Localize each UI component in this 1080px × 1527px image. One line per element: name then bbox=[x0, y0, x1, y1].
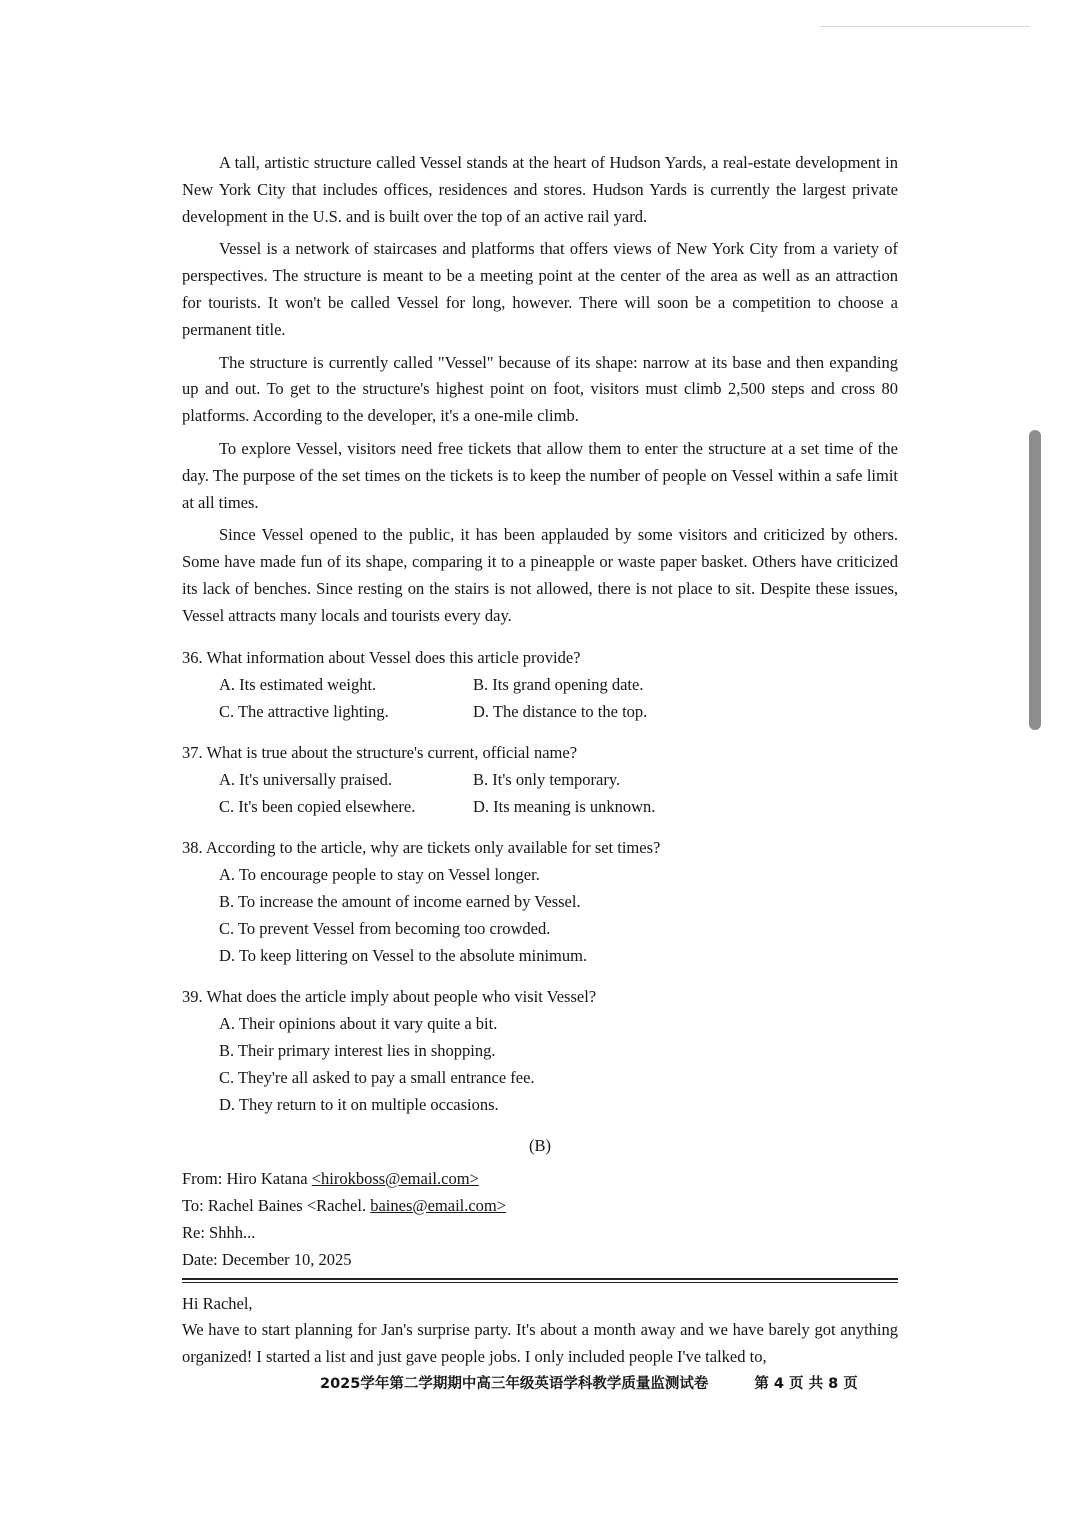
option-a: A. Their opinions about it vary quite a bit. bbox=[219, 1013, 498, 1033]
question-37 bbox=[182, 739, 898, 820]
question-stem: 39. What does the article imply about people who visit Vessel? bbox=[182, 986, 597, 1006]
option-list bbox=[219, 1010, 898, 1118]
option-a: A. Its estimated weight. bbox=[219, 674, 377, 694]
email-header bbox=[182, 1165, 898, 1273]
email-body bbox=[182, 1291, 898, 1371]
option-c: C. It's been copied elsewhere. bbox=[219, 796, 416, 816]
question-stem: 36. What information about Vessel does this article provide? bbox=[182, 647, 581, 667]
option-list bbox=[219, 861, 898, 969]
email-to-line bbox=[182, 1192, 898, 1219]
email-body-text: We have to start planning for Jan's surprise party. It's about a month away and we have barely got anything organized! I started a list and just gave people jobs. I only included people I've talked to, bbox=[182, 1320, 898, 1367]
scrollbar-thumb[interactable] bbox=[1029, 430, 1041, 730]
passage-paragraph: Vessel is a network of staircases and platforms that offers views of New York City from a variety of perspectives. The structure is meant to be a meeting point at the center of the area as well as an attraction for tourists. It won't be called Vessel for long, however. There will soon be a competition to choose a permanent title. bbox=[182, 239, 898, 339]
email-from-line bbox=[182, 1165, 898, 1192]
question-36 bbox=[182, 644, 898, 725]
passage-paragraph: The structure is currently called "Vessel" because of its shape: narrow at its base and then expanding up and out. To get to the structure's highest point on foot, visitors must climb 2,500 steps and cross 80 platforms. According to the developer, it's a one-mile climb. bbox=[182, 352, 898, 426]
option-d: D. Its meaning is unknown. bbox=[473, 796, 656, 816]
exam-title: 2025学年第二学期期中高三年级英语学科教学质量监测试卷 bbox=[320, 1376, 709, 1392]
email-to-prefix: To: Rachel Baines <Rachel. bbox=[182, 1195, 371, 1215]
email-from-prefix: From: Hiro Katana bbox=[182, 1168, 312, 1188]
question-stem: 38. According to the article, why are tickets only available for set times? bbox=[182, 837, 661, 857]
option-a: A. To encourage people to stay on Vessel longer. bbox=[219, 864, 540, 884]
option-c: C. The attractive lighting. bbox=[219, 701, 389, 721]
passage-paragraph: A tall, artistic structure called Vessel stands at the heart of Hudson Yards, a real-estate development in New York City that includes offices, residences and stores. Hudson Yards is currently the largest private development in the U.S. and is built over the top of an active rail yard. bbox=[182, 153, 898, 226]
passage-paragraph: Since Vessel opened to the public, it has been applauded by some visitors and criticized by others. Some have made fun of its shape, comparing it to a pineapple or waste paper basket. Others have criticized its lack of benches. Since resting on the stairs is not allowed, there is not place to sit. Despite these issues, Vessel attracts many locals and tourists every day. bbox=[182, 525, 898, 625]
option-b: B. To increase the amount of income earned by Vessel. bbox=[219, 891, 581, 911]
email-from-address: <hirokboss@email.com> bbox=[311, 1168, 479, 1188]
header-divider bbox=[182, 1278, 898, 1283]
option-grid bbox=[219, 671, 898, 725]
option-b: B. Its grand opening date. bbox=[473, 674, 644, 694]
option-d: D. The distance to the top. bbox=[473, 701, 648, 721]
email-greeting: Hi Rachel, bbox=[182, 1293, 253, 1313]
option-b: B. It's only temporary. bbox=[473, 769, 621, 789]
option-c: C. To prevent Vessel from becoming too crowded. bbox=[219, 918, 551, 938]
page-content bbox=[182, 150, 898, 1371]
option-a: A. It's universally praised. bbox=[219, 769, 392, 789]
page-footer bbox=[320, 1372, 858, 1393]
question-stem: 37. What is true about the structure's current, official name? bbox=[182, 742, 578, 762]
passage-paragraph: To explore Vessel, visitors need free tickets that allow them to enter the structure at a set time of the day. The purpose of the set times on the tickets is to keep the number of people on Vessel within a safe limit at all times. bbox=[182, 438, 898, 512]
scan-artifact-line bbox=[820, 26, 1030, 27]
email-subject: Re: Shhh... bbox=[182, 1222, 256, 1242]
option-grid bbox=[219, 766, 898, 820]
section-b-label: (B) bbox=[529, 1135, 551, 1155]
question-39 bbox=[182, 983, 898, 1118]
email-date: Date: December 10, 2025 bbox=[182, 1249, 352, 1269]
reading-passage-a bbox=[182, 150, 898, 630]
page-number: 第 4 页 共 8 页 bbox=[754, 1376, 858, 1392]
option-d: D. To keep littering on Vessel to the absolute minimum. bbox=[219, 945, 588, 965]
option-b: B. Their primary interest lies in shopping. bbox=[219, 1040, 496, 1060]
option-d: D. They return to it on multiple occasions. bbox=[219, 1094, 499, 1114]
email-to-address: baines@email.com> bbox=[370, 1195, 507, 1215]
option-c: C. They're all asked to pay a small entrance fee. bbox=[219, 1067, 535, 1087]
question-38 bbox=[182, 834, 898, 969]
